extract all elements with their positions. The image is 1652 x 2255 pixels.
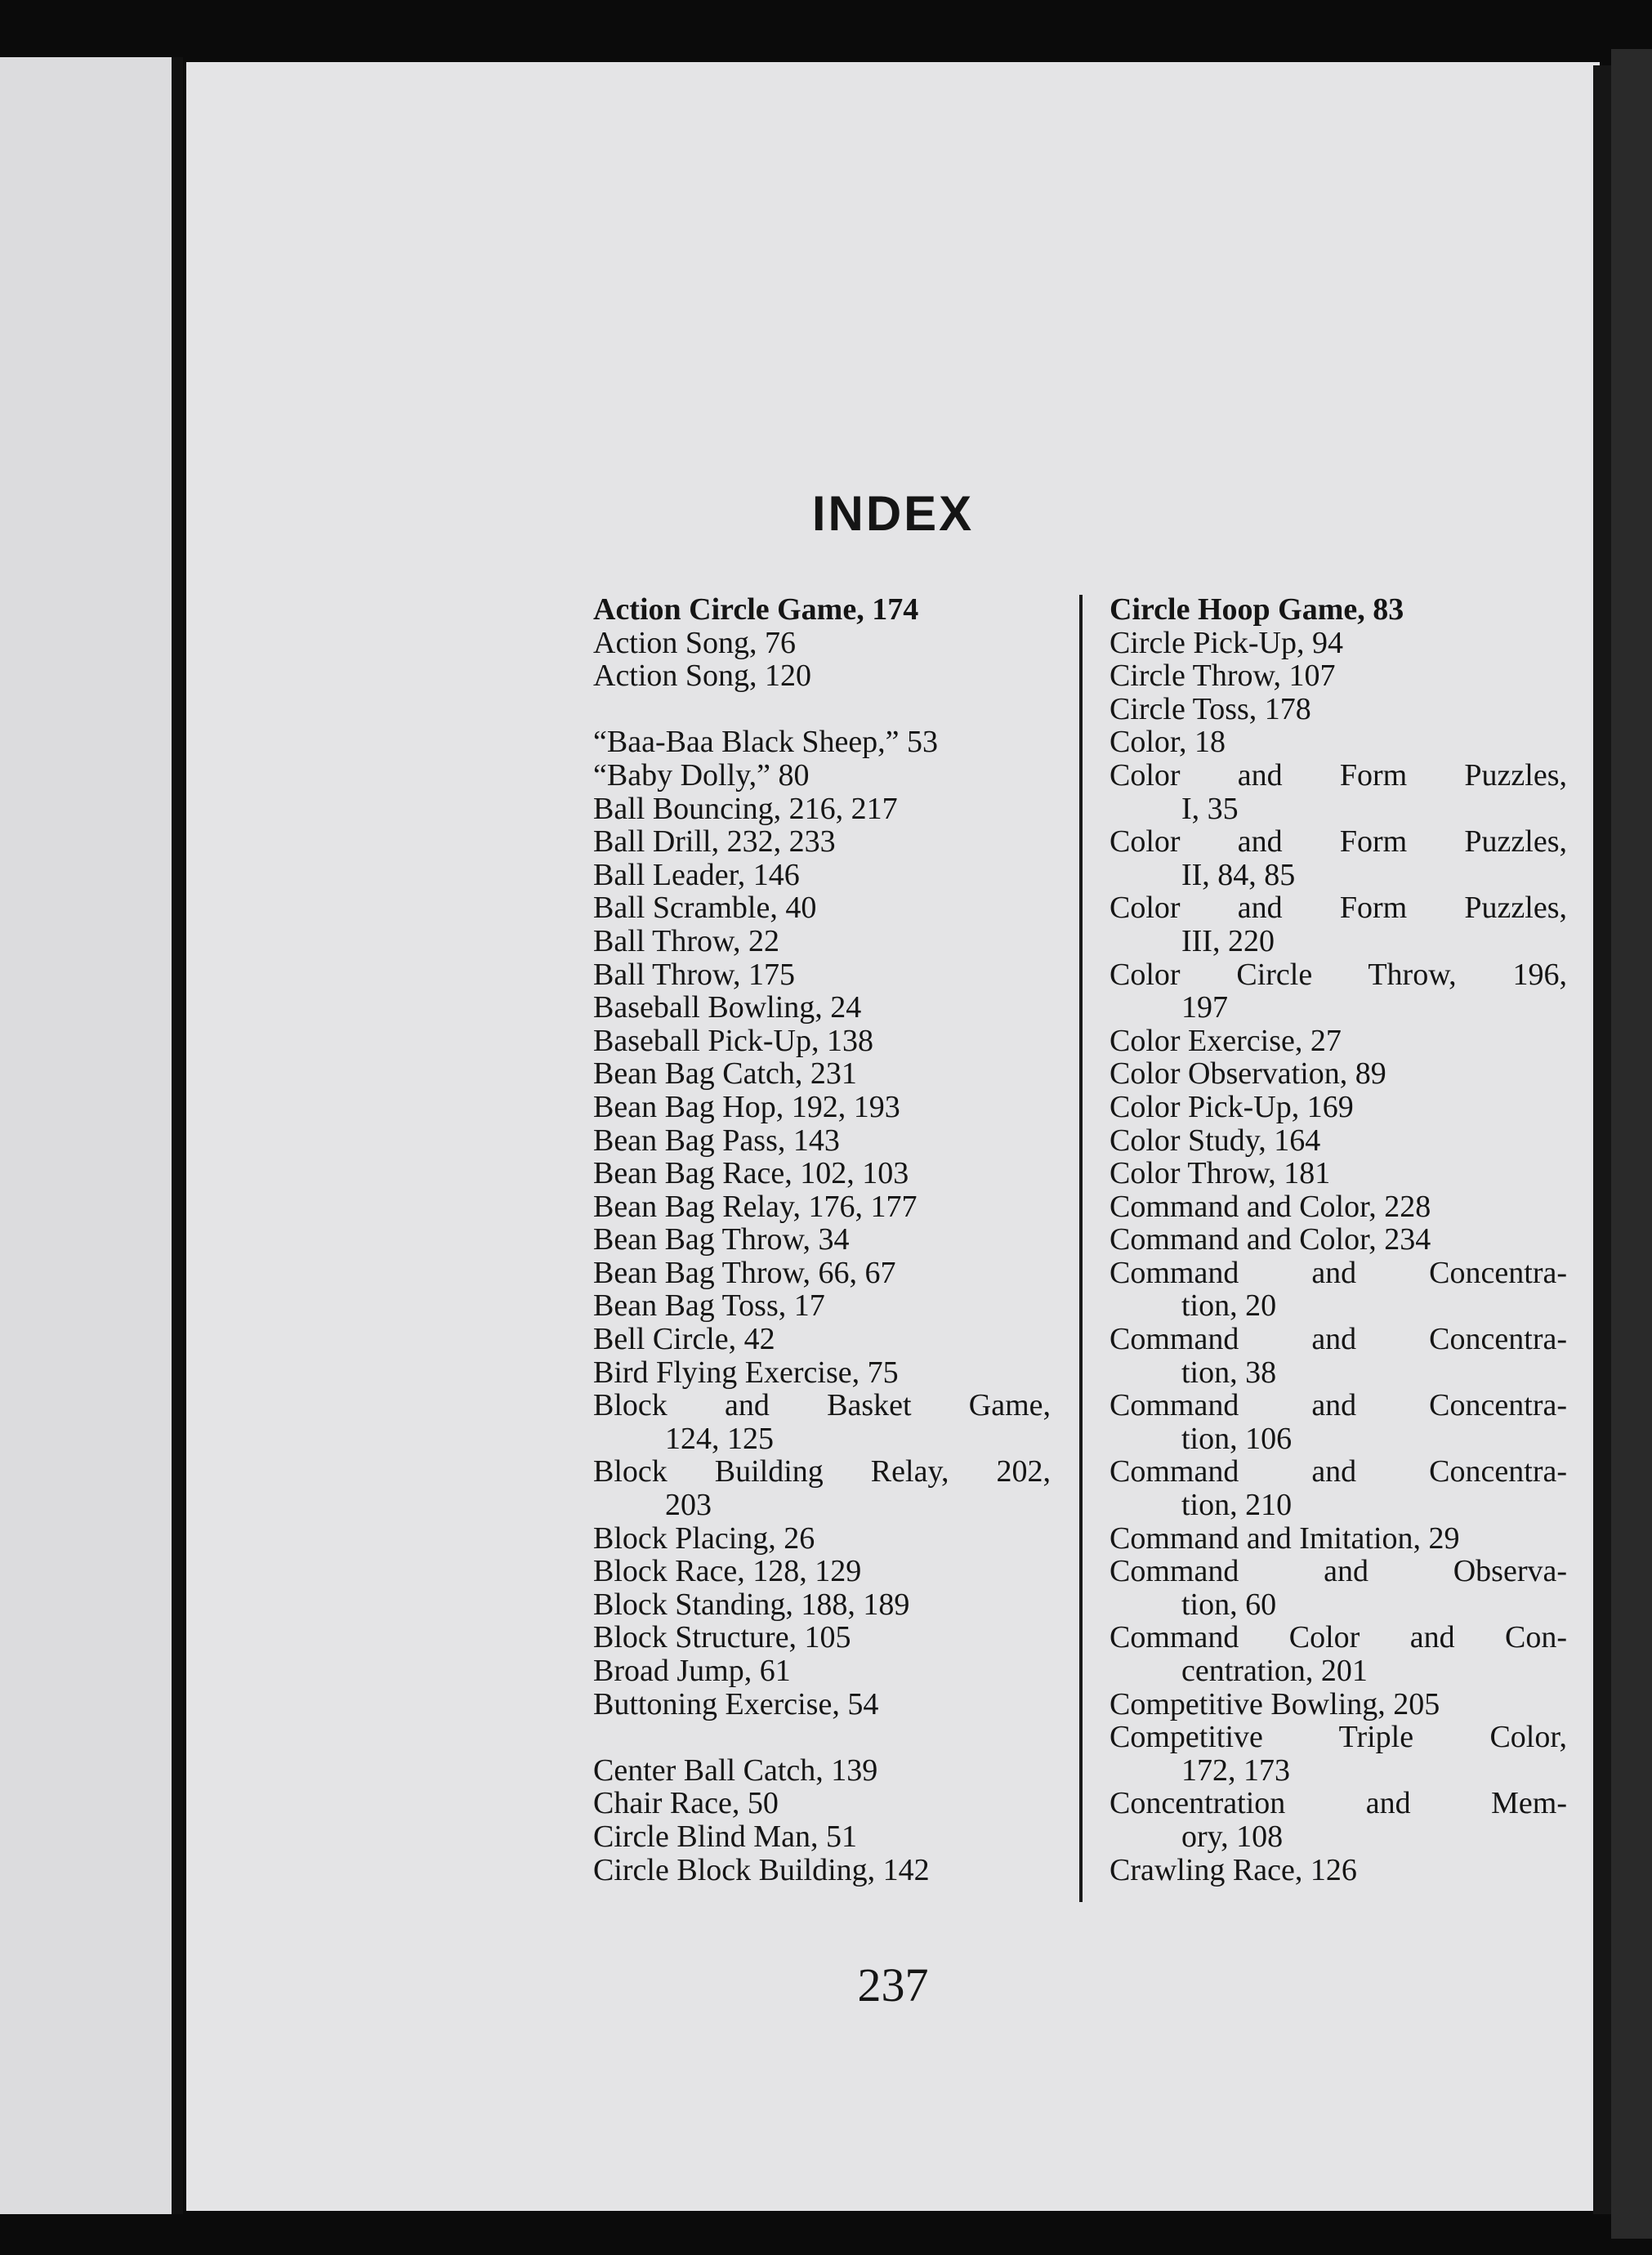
index-entry: Circle Block Building, 142 bbox=[593, 1852, 930, 1887]
index-entry: Bean Bag Catch, 231 bbox=[593, 1056, 857, 1092]
index-entry: Bell Circle, 42 bbox=[593, 1322, 775, 1357]
index-entry-continuation: tion, 38 bbox=[1181, 1355, 1277, 1390]
index-entry: Bean Bag Toss, 17 bbox=[593, 1288, 825, 1324]
index-entry-continuation: tion, 60 bbox=[1181, 1587, 1277, 1622]
page-title: INDEX bbox=[811, 486, 975, 541]
index-entry: Command and Concentra- bbox=[1110, 1322, 1567, 1357]
index-entry: Circle Throw, 107 bbox=[1110, 659, 1336, 694]
index-entry: Color Study, 164 bbox=[1110, 1123, 1321, 1158]
index-entry: Color and Form Puzzles, bbox=[1110, 824, 1567, 860]
index-entry: Color Pick-Up, 169 bbox=[1110, 1089, 1354, 1124]
index-entry: Color Circle Throw, 196, bbox=[1110, 957, 1567, 992]
index-entry: Command and Color, 234 bbox=[1110, 1222, 1431, 1257]
index-entry: Ball Drill, 232, 233 bbox=[593, 824, 836, 860]
index-entry: Command and Concentra- bbox=[1110, 1255, 1567, 1290]
index-entry-continuation: tion, 106 bbox=[1181, 1421, 1293, 1456]
book-page bbox=[186, 62, 1600, 2211]
index-entry: Block Race, 128, 129 bbox=[593, 1554, 862, 1589]
index-entry: Command and Observa- bbox=[1110, 1554, 1567, 1589]
index-entry-continuation: ory, 108 bbox=[1181, 1819, 1284, 1854]
index-entry: Command Color and Con- bbox=[1110, 1620, 1567, 1655]
index-entry-continuation: III, 220 bbox=[1181, 923, 1275, 958]
index-entry: Color and Form Puzzles, bbox=[1110, 891, 1567, 926]
index-entry: Color Exercise, 27 bbox=[1110, 1023, 1342, 1058]
index-entry: Action Circle Game, 174 bbox=[593, 592, 919, 627]
index-entry: Action Song, 120 bbox=[593, 659, 812, 694]
index-entry: Buttoning Exercise, 54 bbox=[593, 1686, 879, 1721]
index-entry: Ball Scramble, 40 bbox=[593, 891, 817, 926]
index-entry-continuation: 172, 173 bbox=[1181, 1753, 1290, 1788]
index-entry: Chair Race, 50 bbox=[593, 1786, 779, 1821]
index-entry: Color Throw, 181 bbox=[1110, 1156, 1331, 1191]
index-entry: Bean Bag Throw, 66, 67 bbox=[593, 1255, 896, 1290]
column-divider bbox=[1079, 595, 1083, 1902]
page-edge-shadow bbox=[1593, 65, 1611, 2214]
index-entry: “Baa-Baa Black Sheep,” 53 bbox=[593, 725, 939, 760]
index-entry: Color and Form Puzzles, bbox=[1110, 757, 1567, 793]
index-column-left bbox=[593, 593, 1051, 1887]
index-entry: Ball Throw, 175 bbox=[593, 957, 795, 992]
index-entry: Color Observation, 89 bbox=[1110, 1056, 1386, 1092]
index-entry: Color, 18 bbox=[1110, 725, 1226, 760]
page-stack-edge bbox=[1611, 49, 1652, 2239]
index-entry: Competitive Triple Color, bbox=[1110, 1720, 1567, 1755]
index-entry: Block Structure, 105 bbox=[593, 1620, 851, 1655]
page-number: 237 bbox=[857, 1958, 929, 2012]
index-entry: Circle Toss, 178 bbox=[1110, 691, 1311, 726]
index-entry: Bean Bag Hop, 192, 193 bbox=[593, 1089, 900, 1124]
index-entry: Command and Imitation, 29 bbox=[1110, 1520, 1460, 1556]
index-entry: Bean Bag Relay, 176, 177 bbox=[593, 1189, 918, 1224]
index-column-right bbox=[1110, 593, 1567, 1887]
index-entry: Bean Bag Pass, 143 bbox=[593, 1123, 840, 1158]
index-entry: Block Standing, 188, 189 bbox=[593, 1587, 910, 1622]
index-entry-continuation: I, 35 bbox=[1181, 791, 1239, 826]
index-entry: Baseball Bowling, 24 bbox=[593, 990, 862, 1025]
index-entry: Bean Bag Race, 102, 103 bbox=[593, 1156, 909, 1191]
facing-page-edge bbox=[0, 57, 181, 2214]
index-entry: Ball Throw, 22 bbox=[593, 923, 779, 958]
index-entry: Command and Concentra- bbox=[1110, 1454, 1567, 1489]
index-entry-continuation: 203 bbox=[665, 1488, 712, 1523]
index-entry-continuation: 124, 125 bbox=[665, 1421, 774, 1456]
index-entry-continuation: tion, 20 bbox=[1181, 1288, 1277, 1324]
index-entry-continuation: tion, 210 bbox=[1181, 1488, 1293, 1523]
index-entry-continuation: 197 bbox=[1181, 990, 1228, 1025]
index-entry: Ball Bouncing, 216, 217 bbox=[593, 791, 898, 826]
index-entry: Broad Jump, 61 bbox=[593, 1654, 791, 1688]
index-entry: Concentration and Mem- bbox=[1110, 1786, 1567, 1821]
index-entry: “Baby Dolly,” 80 bbox=[593, 757, 810, 793]
index-entry: Command and Concentra- bbox=[1110, 1388, 1567, 1423]
index-entry: Block Building Relay, 202, bbox=[593, 1454, 1051, 1489]
index-entry: Crawling Race, 126 bbox=[1110, 1852, 1357, 1887]
index-entry: Circle Hoop Game, 83 bbox=[1110, 592, 1404, 627]
index-entry: Bean Bag Throw, 34 bbox=[593, 1222, 850, 1257]
index-entry: Bird Flying Exercise, 75 bbox=[593, 1355, 899, 1390]
index-entry: Competitive Bowling, 205 bbox=[1110, 1686, 1440, 1721]
index-entry: Circle Blind Man, 51 bbox=[593, 1819, 857, 1854]
index-entry-continuation: II, 84, 85 bbox=[1181, 857, 1296, 892]
index-entry: Block Placing, 26 bbox=[593, 1520, 815, 1556]
index-entry-continuation: centration, 201 bbox=[1181, 1654, 1368, 1688]
index-entry: Action Song, 76 bbox=[593, 625, 797, 660]
index-entry: Circle Pick-Up, 94 bbox=[1110, 625, 1344, 660]
index-entry: Center Ball Catch, 139 bbox=[593, 1753, 878, 1788]
index-entry: Baseball Pick-Up, 138 bbox=[593, 1023, 874, 1058]
index-entry: Command and Color, 228 bbox=[1110, 1189, 1431, 1224]
binding-shadow bbox=[172, 57, 183, 2214]
index-entry: Block and Basket Game, bbox=[593, 1388, 1051, 1423]
index-entry: Ball Leader, 146 bbox=[593, 857, 800, 892]
